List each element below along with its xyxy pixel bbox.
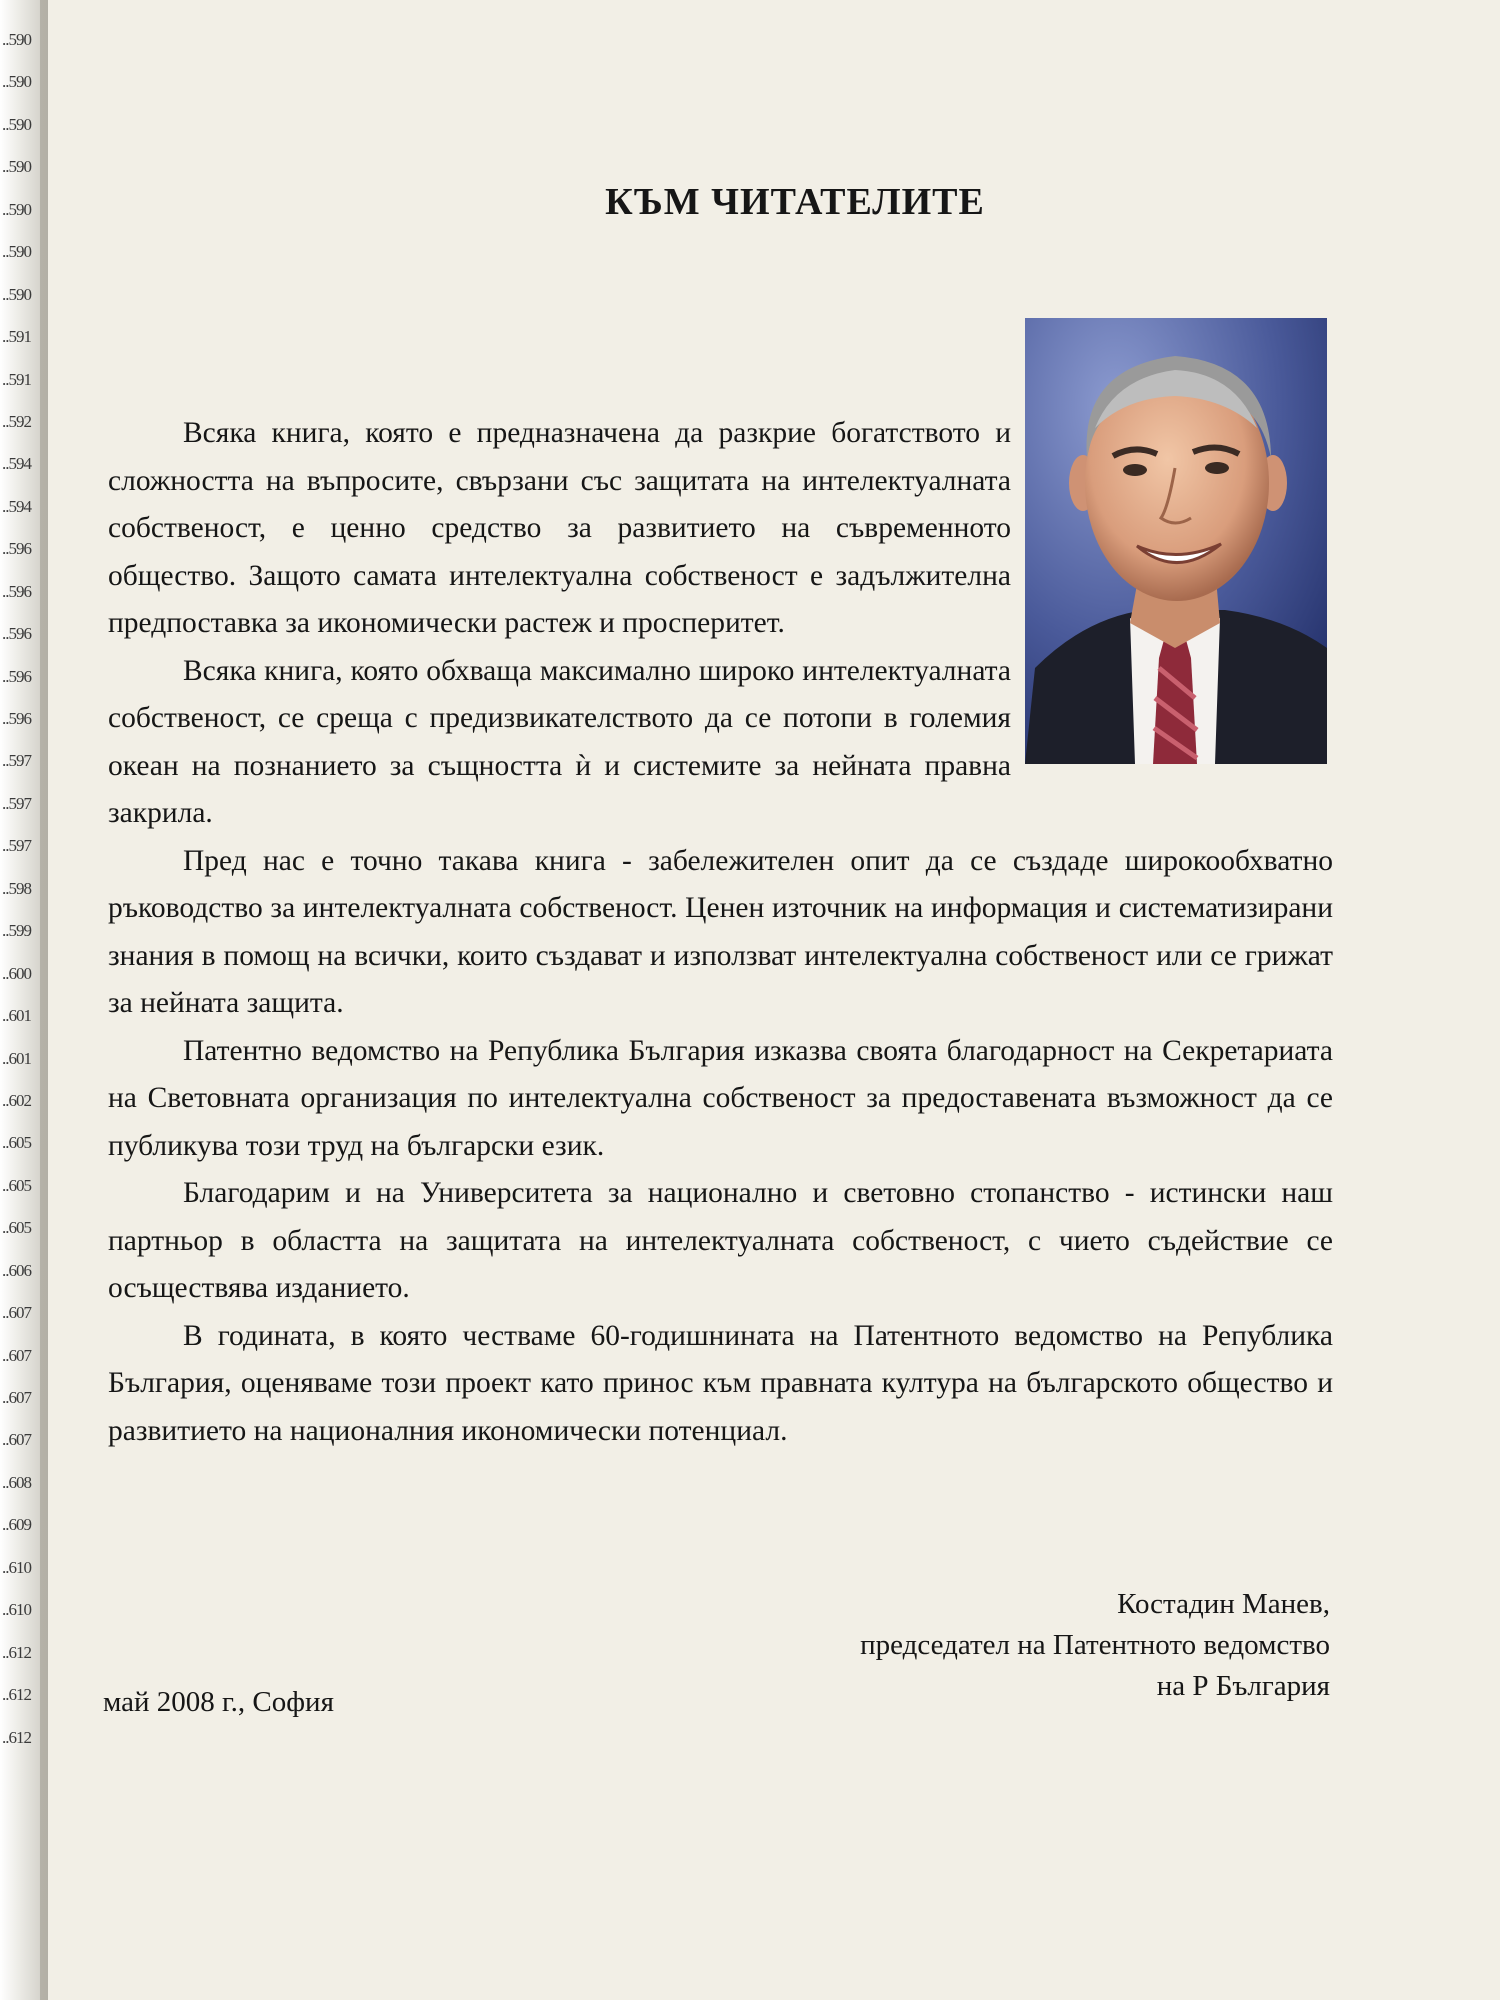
adjacent-page-number: ..596 xyxy=(2,624,31,644)
signature-block xyxy=(860,1584,1330,1707)
adjacent-page-number: ..590 xyxy=(2,157,31,177)
adjacent-page-number: ..596 xyxy=(2,666,31,686)
paragraph: Всяка книга, която обхваща максимално широко интелектуалната собственост, се среща с предизвикателството да се потопи в големия океан на познанието за същността ѝ и системите за нейната правна закрила. xyxy=(108,654,1011,829)
adjacent-page-number: ..607 xyxy=(2,1388,31,1408)
paragraph: Всяка книга, която е предназначена да разкрие богатството и сложността на въпросите, свързани със защитата на интелектуалната собственост, е ценно средство за развитието на съвременното общество. Защото самата интелектуална собственост е задължителна предпоставка за икономически растеж и просперитет. xyxy=(108,417,1011,639)
adjacent-page-number: ..594 xyxy=(2,496,31,516)
date-place: май 2008 г., София xyxy=(103,1686,334,1718)
adjacent-page-number: ..601 xyxy=(2,1006,31,1026)
adjacent-page-number: ..596 xyxy=(2,709,31,729)
adjacent-page-number: ..605 xyxy=(2,1133,31,1153)
adjacent-page-number: ..590 xyxy=(2,114,31,134)
adjacent-page-number: ..601 xyxy=(2,1048,31,1068)
adjacent-page-number: ..599 xyxy=(2,921,31,941)
adjacent-page-number: ..596 xyxy=(2,539,31,559)
signatory-position: председател на Патентното ведомство xyxy=(860,1629,1330,1661)
adjacent-page-number: ..607 xyxy=(2,1303,31,1323)
adjacent-page-gutter xyxy=(0,0,48,2000)
letter-body xyxy=(108,410,1333,1455)
paragraph: Благодарим и на Университета за национално и световно стопанство - истински наш партньор в областта на защитата на интелектуалната собственост, с чието съдействие се осъществява изданието. xyxy=(108,1177,1333,1304)
adjacent-page-number: ..594 xyxy=(2,454,31,474)
paragraph: Пред нас е точно такава книга - забележителен опит да се създаде широкообхватно ръководство за интелектуалната собственост. Ценен източник на информация и систематизирани знания в помощ на всички, които създават и използват интелектуална собственост или се грижат за нейната защита. xyxy=(108,844,1333,1019)
adjacent-page-number: ..612 xyxy=(2,1727,31,1747)
page-title: КЪМ ЧИТАТЕЛИТЕ xyxy=(605,181,985,224)
adjacent-page-number: ..609 xyxy=(2,1515,31,1535)
paragraph: Патентно ведомство на Република България изказва своята благодарност на Секретариата на Световната организация по интелектуална собственост за предоставената възможност да се публикува този труд на български език. xyxy=(108,1034,1333,1162)
signatory-name: Костадин Манев, xyxy=(1117,1588,1330,1620)
signatory-position-cont: на Р България xyxy=(1156,1670,1330,1702)
adjacent-page-number: ..610 xyxy=(2,1557,31,1577)
adjacent-page-number: ..610 xyxy=(2,1600,31,1620)
photo-text-wrap xyxy=(1011,410,1333,770)
adjacent-page-number: ..607 xyxy=(2,1345,31,1365)
adjacent-page-number: ..598 xyxy=(2,878,31,898)
adjacent-page-number: ..605 xyxy=(2,1218,31,1238)
adjacent-page-number: ..592 xyxy=(2,411,31,431)
adjacent-page-number: ..590 xyxy=(2,199,31,219)
adjacent-page-number: ..590 xyxy=(2,30,31,49)
adjacent-page-number: ..591 xyxy=(2,369,31,389)
adjacent-page-number: ..607 xyxy=(2,1430,31,1450)
adjacent-page-number: ..608 xyxy=(2,1472,31,1492)
adjacent-page-number: ..606 xyxy=(2,1260,31,1280)
adjacent-page-number: ..612 xyxy=(2,1685,31,1705)
adjacent-page-number: ..590 xyxy=(2,242,31,262)
adjacent-page-number: ..597 xyxy=(2,793,31,813)
adjacent-page-number: ..602 xyxy=(2,1090,31,1110)
adjacent-page-number: ..597 xyxy=(2,836,31,856)
adjacent-page-number: ..612 xyxy=(2,1642,31,1662)
adjacent-page-number: ..590 xyxy=(2,284,31,304)
adjacent-page-number: ..605 xyxy=(2,1175,31,1195)
adjacent-page-number: ..600 xyxy=(2,963,31,983)
adjacent-page-number: ..597 xyxy=(2,751,31,771)
paragraph: В годината, в която честваме 60-годишнината на Патентното ведомство на Република България, оценяваме този проект като принос към правната култура на българското общество и развитието на националния икономически потенциал. xyxy=(108,1319,1333,1447)
adjacent-page-number: ..591 xyxy=(2,327,31,347)
adjacent-page-number: ..590 xyxy=(2,72,31,92)
adjacent-page-number: ..596 xyxy=(2,581,31,601)
